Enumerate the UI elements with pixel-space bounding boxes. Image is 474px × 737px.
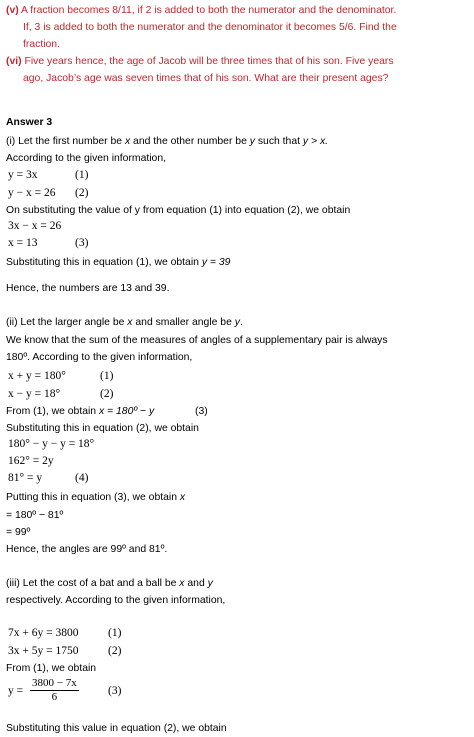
part-ii-intro [6,316,243,329]
part-ii-statement-2: 180º. According to the given information, [6,352,193,363]
part-i-equation-4: x = 13 [8,237,38,249]
part-iii-intro [6,577,213,590]
question-v-text-1: A fraction becomes 8/11, if 2 is added to both the numerator and the denominator. [21,5,397,16]
part-ii-equation-5: 81° = y [8,472,43,484]
part-ii-from-1-text: From (1), we obtain [6,406,99,417]
question-vi-text-1: Five years hence, the age of Jacob will be three times that of his son. Five years [24,56,394,67]
part-i-equation-2: y − x = 26 [8,187,56,199]
part-ii-from-1-expr: x = 180º − y [98,406,155,417]
part-iii-from-1: From (1), we obtain [6,663,97,674]
part-iii-equation-3-number: (3) [108,685,122,697]
question-v-line-3: fraction. [23,39,60,50]
part-i-equation-4-number: (3) [75,237,89,249]
part-ii-equation-1-number: (1) [100,370,114,382]
question-vi-marker: (vi) [6,56,22,67]
part-ii-putting-var: x [179,492,186,503]
part-i-conclusion: Hence, the numbers are 13 and 39. [6,283,170,294]
part-ii-equation-2-number: (2) [100,388,114,400]
part-iii-equation-3-lhs: y = [8,685,24,697]
part-ii-intro-c: . [239,317,243,328]
part-i-result-text: Substituting this in equation (1), we obtain [6,257,202,268]
part-ii-var-y: y [234,317,240,328]
part-ii-putting-text: Putting this in equation (3), we obtain [6,492,180,503]
part-i-equation-1: y = 3x [8,169,38,181]
part-ii-equation-4: 162° = 2y [8,455,54,467]
part-i-substitution: On substituting the value of y from equation (1) into equation (2), we obtain [6,205,351,216]
part-iii-var-x: x [179,578,185,589]
part-ii-equation-5-number: (4) [75,472,89,484]
question-vi-line-2: ago, Jacob’s age was seven times that of his son. What are their present ages? [23,73,389,84]
part-ii-intro-b: and smaller angle be [132,317,235,328]
question-v-marker: (v) [6,5,19,16]
part-i-intro-c: such that [254,136,303,147]
part-ii-from-1-number: (3) [195,406,208,417]
part-ii-intro-a: (ii) Let the larger angle be [6,317,128,328]
part-ii-from-1 [6,405,154,418]
part-ii-equation-1: x + y = 180° [8,370,66,382]
part-iii-given: respectively. According to the given information, [6,595,226,606]
part-iii-intro-a: (iii) Let the cost of a bat and a ball be [6,578,180,589]
answer-heading: Answer 3 [6,117,53,128]
part-i-given: According to the given information, [6,153,166,164]
part-ii-equation-2: x − y = 18° [8,388,61,400]
part-i-intro-a: (i) Let the first number be [6,136,125,147]
question-vi-line-1 [6,55,394,68]
part-iii-equation-1-number: (1) [108,627,122,639]
part-i-equation-3: 3x − x = 26 [8,220,62,232]
part-ii-putting [6,491,185,504]
part-ii-statement-1: We know that the sum of the measures of angles of a supplementary pair is always [6,335,388,346]
part-iii-fraction-denominator: 6 [51,691,58,703]
part-ii-substituting: Substituting this in equation (2), we obtain [6,423,199,434]
part-i-var-x: x [124,136,131,147]
part-ii-conclusion: Hence, the angles are 99º and 81º. [6,544,168,555]
part-iii-substituting: Substituting this value in equation (2), we obtain [6,723,227,734]
part-i-var-y: y [249,136,255,147]
question-v-line-2: If, 3 is added to both the numerator and the denominator it becomes 5/6. Find the [23,22,397,33]
part-iii-equation-2-number: (2) [108,645,122,657]
part-ii-step-2: = 99º [6,527,31,538]
part-iii-intro-b: and [184,578,208,589]
part-i-equation-2-number: (2) [75,187,89,199]
part-ii-equation-3: 180° − y − y = 18° [8,438,95,450]
part-i-equation-1-number: (1) [75,169,89,181]
part-iii-fraction-numerator: 3800 − 7x [32,677,77,689]
part-i-intro [6,135,328,148]
part-i-condition: y > x. [302,136,329,147]
part-iii-var-y: y [207,578,213,589]
part-iii-equation-2: 3x + 5y = 1750 [8,645,79,657]
part-i-result-value: y = 39 [201,257,231,268]
part-i-intro-b: and the other number be [130,136,250,147]
question-v-line-1 [6,4,396,17]
part-iii-equation-1: 7x + 6y = 3800 [8,627,79,639]
part-i-result-line [6,256,230,269]
part-ii-var-x: x [127,317,133,328]
part-iii-fraction [30,677,79,704]
part-ii-step-1: = 180º − 81º [6,510,64,521]
